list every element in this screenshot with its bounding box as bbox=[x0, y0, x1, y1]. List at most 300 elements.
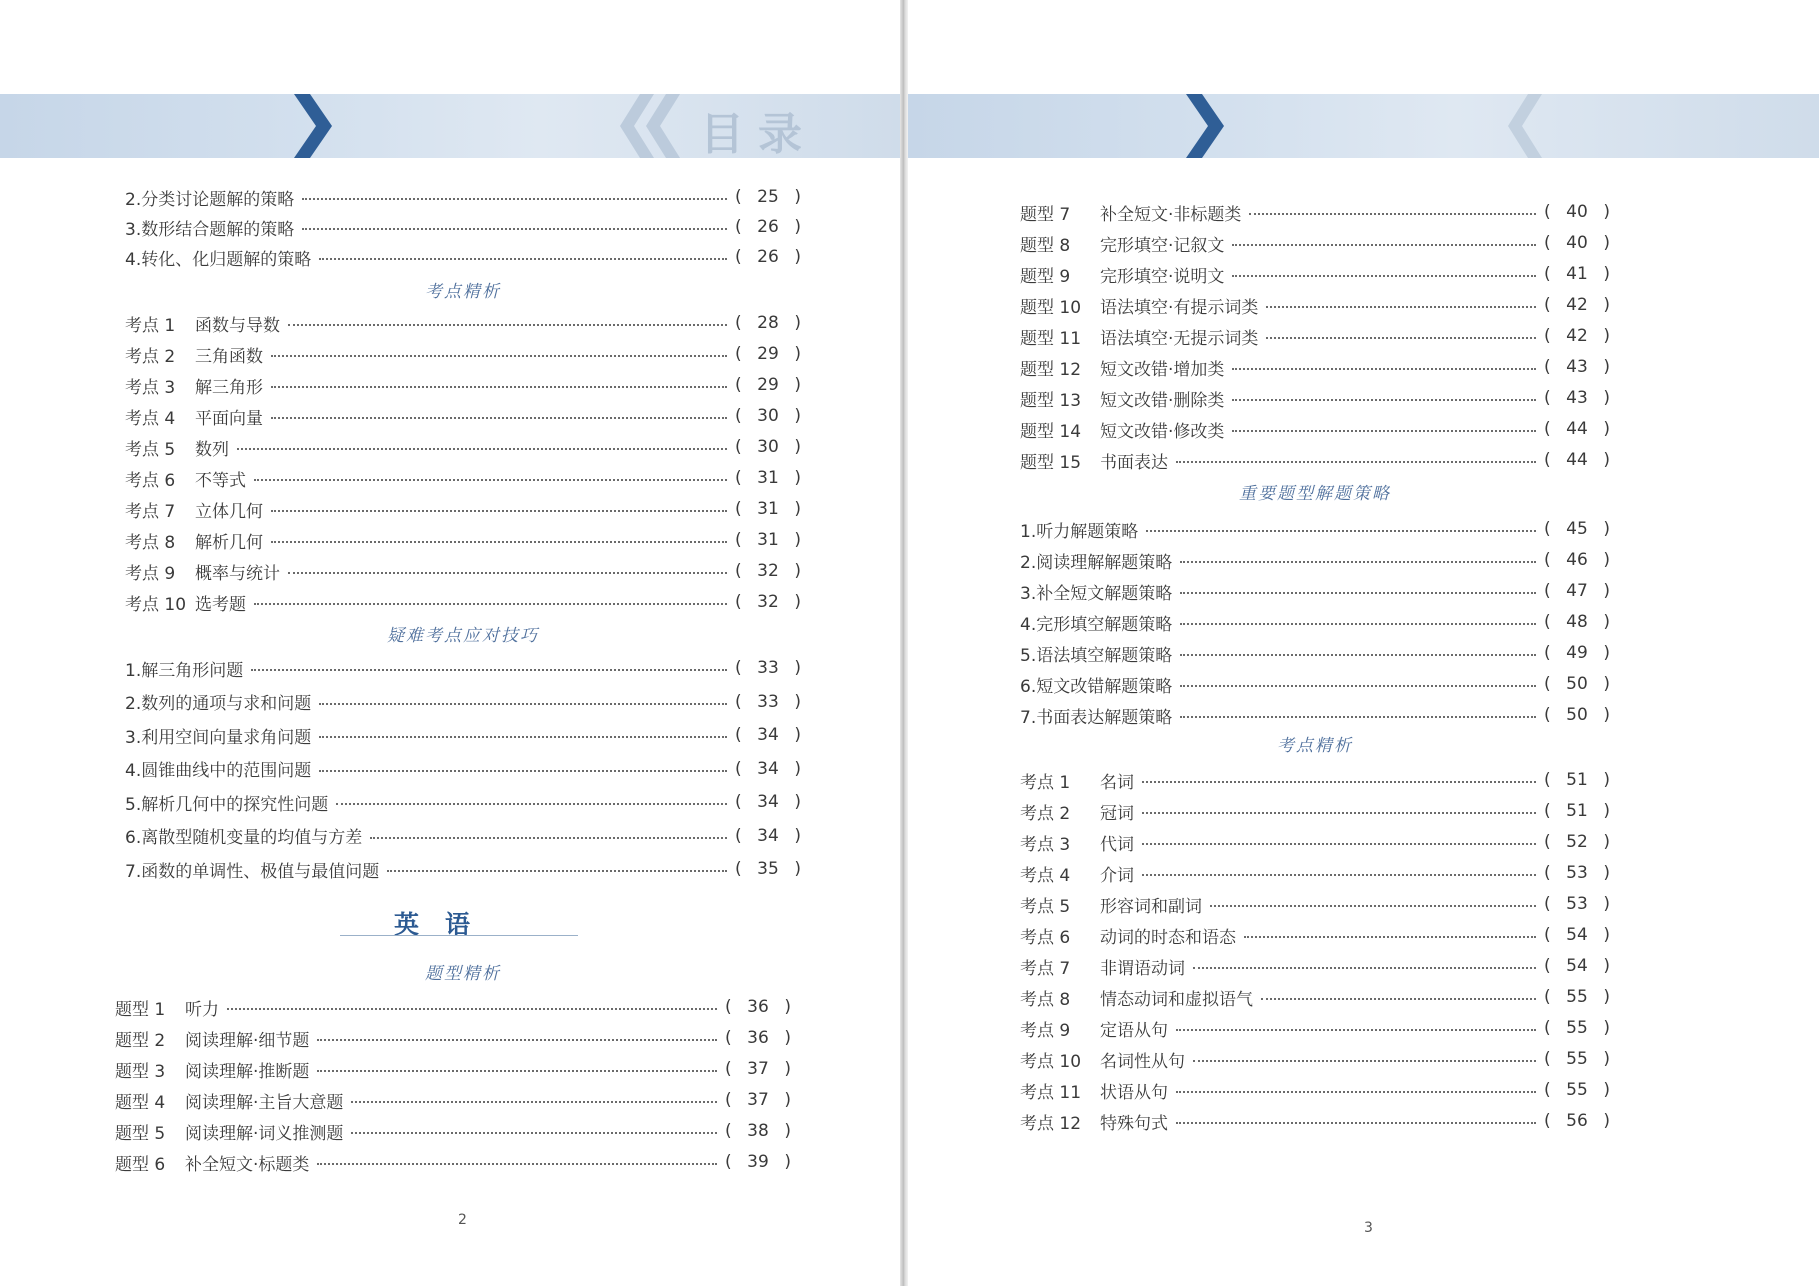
paren-open: ( bbox=[1544, 1018, 1551, 1038]
page-number-ref: 49 bbox=[1566, 643, 1588, 663]
entry-prefix: 考点 2 bbox=[1020, 803, 1071, 824]
entry-prefix: 考点 2 bbox=[125, 346, 176, 367]
entry-title: 完形填空·说明文 bbox=[1100, 266, 1225, 287]
toc-entry bbox=[1020, 922, 1610, 948]
page-number-ref: 41 bbox=[1566, 264, 1588, 284]
dot-leader bbox=[1232, 368, 1536, 370]
paren-open: ( bbox=[1544, 612, 1551, 632]
paren-open: ( bbox=[1544, 674, 1551, 694]
paren-open: ( bbox=[735, 406, 742, 426]
paren-open: ( bbox=[1544, 801, 1551, 821]
page-ref bbox=[1544, 326, 1610, 346]
page-number-ref: 28 bbox=[757, 313, 779, 333]
paren-close: ) bbox=[1603, 202, 1610, 222]
entry-title: 书面表达 bbox=[1100, 452, 1168, 473]
toc-entry bbox=[115, 1118, 791, 1144]
page-number-ref: 37 bbox=[747, 1090, 769, 1110]
entry-prefix: 考点 9 bbox=[125, 563, 176, 584]
entry-prefix: 题型 7 bbox=[1020, 204, 1071, 225]
entry-prefix: 题型 15 bbox=[1020, 452, 1082, 473]
entry-prefix: 考点 3 bbox=[125, 377, 176, 398]
right-page bbox=[908, 0, 1819, 1286]
entry-title: 3.补全短文解题策略 bbox=[1020, 583, 1173, 604]
page-number-ref: 48 bbox=[1566, 612, 1588, 632]
page-number-ref: 32 bbox=[757, 592, 779, 612]
paren-close: ) bbox=[794, 792, 801, 812]
paren-close: ) bbox=[794, 758, 801, 779]
page-ref bbox=[1544, 581, 1610, 601]
entry-title: 4.圆锥曲线中的范围问题 bbox=[125, 761, 312, 781]
entry-prefix: 考点 3 bbox=[1020, 834, 1071, 855]
entry-label bbox=[1020, 768, 1134, 793]
page-number-ref: 50 bbox=[1566, 705, 1588, 725]
paren-close: ) bbox=[1603, 419, 1610, 439]
toc-entry bbox=[1020, 860, 1610, 886]
paren-open: ( bbox=[1544, 357, 1551, 377]
dot-leader bbox=[1142, 843, 1536, 845]
page-number-ref: 53 bbox=[1566, 863, 1588, 883]
dot-leader bbox=[1180, 685, 1536, 687]
paren-close: ) bbox=[794, 658, 801, 678]
entry-label bbox=[115, 1026, 309, 1051]
paren-open: ( bbox=[725, 1028, 732, 1048]
paren-open: ( bbox=[1544, 295, 1551, 315]
page-number-ref: 36 bbox=[747, 997, 769, 1017]
paren-open: ( bbox=[1544, 388, 1551, 408]
entry-title: 阅读理解·细节题 bbox=[185, 1030, 310, 1051]
entry-prefix: 题型 12 bbox=[1020, 359, 1082, 380]
paren-open: ( bbox=[735, 499, 742, 519]
page-number-ref: 34 bbox=[757, 825, 779, 846]
paren-close: ) bbox=[1603, 450, 1610, 470]
entry-prefix: 题型 5 bbox=[115, 1123, 166, 1144]
page-number-ref: 44 bbox=[1566, 450, 1588, 470]
paren-open: ( bbox=[735, 530, 742, 550]
entry-label bbox=[115, 1088, 343, 1113]
entry-label bbox=[1020, 417, 1224, 442]
entry-title: 解析几何 bbox=[195, 532, 263, 553]
entry-label bbox=[1020, 1016, 1168, 1041]
toc-entry bbox=[1020, 1015, 1610, 1041]
dot-leader bbox=[1244, 936, 1536, 938]
page-number-ref: 47 bbox=[1566, 581, 1588, 601]
paren-open: ( bbox=[1544, 264, 1551, 284]
dot-leader bbox=[1142, 812, 1536, 814]
page-ref bbox=[1544, 357, 1610, 377]
page-ref bbox=[1544, 643, 1610, 663]
toc-entry bbox=[115, 1149, 791, 1175]
toc-entry bbox=[1020, 640, 1610, 666]
entry-title: 数列 bbox=[195, 439, 229, 460]
entry-title: 状语从句 bbox=[1100, 1082, 1168, 1103]
paren-close: ) bbox=[784, 997, 791, 1017]
dot-leader bbox=[1210, 905, 1536, 907]
page-number-ref: 42 bbox=[1566, 295, 1588, 315]
paren-open: ( bbox=[735, 658, 742, 678]
paren-open: ( bbox=[735, 792, 742, 812]
left-page bbox=[0, 0, 900, 1286]
entry-title: 动词的时态和语态 bbox=[1100, 927, 1236, 948]
paren-open: ( bbox=[1544, 832, 1551, 852]
entry-prefix: 考点 5 bbox=[125, 439, 176, 460]
toc-entry bbox=[1020, 516, 1610, 542]
paren-open: ( bbox=[735, 217, 742, 237]
entry-title: 形容词和副词 bbox=[1100, 896, 1202, 917]
entry-prefix: 题型 1 bbox=[115, 999, 166, 1020]
page-ref bbox=[1544, 1111, 1610, 1131]
toc-entry bbox=[1020, 984, 1610, 1010]
paren-close: ) bbox=[794, 217, 801, 237]
entry-title: 补全短文·非标题类 bbox=[1100, 204, 1242, 225]
paren-close: ) bbox=[1603, 612, 1610, 632]
entry-title: 语法填空·无提示词类 bbox=[1100, 328, 1259, 349]
entry-label bbox=[1020, 200, 1241, 225]
entry-title: 介词 bbox=[1100, 865, 1134, 886]
entry-prefix: 考点 5 bbox=[1020, 896, 1071, 917]
page-ref bbox=[1544, 987, 1610, 1007]
entry-prefix: 考点 1 bbox=[1020, 772, 1071, 793]
toc-entry bbox=[115, 1087, 791, 1113]
page-number-ref: 53 bbox=[1566, 894, 1588, 914]
dot-leader bbox=[1180, 623, 1536, 625]
paren-close: ) bbox=[1603, 233, 1610, 253]
paren-open: ( bbox=[735, 825, 742, 846]
paren-open: ( bbox=[1544, 1080, 1551, 1100]
section-heading-tixing: 题型精析 bbox=[425, 964, 501, 984]
toc-entry bbox=[115, 994, 791, 1020]
entry-label bbox=[1020, 610, 1172, 635]
left-toc-english bbox=[115, 0, 791, 1286]
entry-title: 补全短文·标题类 bbox=[185, 1154, 310, 1175]
paren-close: ) bbox=[1603, 1049, 1610, 1069]
paren-close: ) bbox=[1603, 705, 1610, 725]
paren-open: ( bbox=[1544, 450, 1551, 470]
paren-open: ( bbox=[735, 313, 742, 333]
entry-label bbox=[1020, 386, 1224, 411]
entry-label bbox=[1020, 548, 1172, 573]
dot-leader bbox=[1180, 592, 1536, 594]
page-number-ref: 55 bbox=[1566, 987, 1588, 1007]
toc-entry bbox=[1020, 547, 1610, 573]
page-number-ref: 40 bbox=[1566, 233, 1588, 253]
toc-entry bbox=[1020, 953, 1610, 979]
paren-open: ( bbox=[1544, 894, 1551, 914]
entry-label bbox=[115, 1150, 309, 1175]
paren-open: ( bbox=[725, 1090, 732, 1110]
page-number-ref: 44 bbox=[1566, 419, 1588, 439]
entry-prefix: 考点 11 bbox=[1020, 1082, 1082, 1103]
entry-title: 语法填空·有提示词类 bbox=[1100, 297, 1259, 318]
entry-prefix: 考点 10 bbox=[125, 594, 187, 615]
entry-label bbox=[1020, 861, 1134, 886]
entry-prefix: 题型 2 bbox=[115, 1030, 166, 1051]
right-toc bbox=[1020, 0, 1610, 1286]
dot-leader bbox=[1232, 399, 1536, 401]
entry-title: 完形填空·记叙文 bbox=[1100, 235, 1225, 256]
entry-title: 阅读理解·主旨大意题 bbox=[185, 1092, 344, 1113]
entry-title: 短文改错·增加类 bbox=[1100, 359, 1225, 380]
entry-prefix: 题型 13 bbox=[1020, 390, 1082, 411]
paren-open: ( bbox=[735, 725, 742, 745]
dot-leader bbox=[351, 1101, 717, 1103]
entry-title: 代词 bbox=[1100, 834, 1134, 855]
entry-label bbox=[1020, 448, 1168, 473]
entry-title: 特殊句式 bbox=[1100, 1113, 1168, 1134]
entry-prefix: 题型 6 bbox=[115, 1154, 166, 1175]
dot-leader bbox=[1142, 781, 1536, 783]
toc-entry bbox=[1020, 1077, 1610, 1103]
entry-title: 2.阅读理解解题策略 bbox=[1020, 552, 1173, 573]
page-number-ref: 55 bbox=[1566, 1080, 1588, 1100]
toc-entry bbox=[1020, 1108, 1610, 1134]
paren-close: ) bbox=[784, 1121, 791, 1141]
paren-close: ) bbox=[794, 530, 801, 550]
page-ref bbox=[1544, 863, 1610, 883]
entry-prefix: 考点 8 bbox=[125, 532, 176, 553]
paren-close: ) bbox=[1603, 987, 1610, 1007]
entry-title: 概率与统计 bbox=[195, 563, 280, 584]
paren-open: ( bbox=[1544, 987, 1551, 1007]
page-ref bbox=[1544, 612, 1610, 632]
entry-label bbox=[115, 1119, 343, 1144]
paren-close: ) bbox=[784, 1059, 791, 1079]
paren-close: ) bbox=[1603, 295, 1610, 315]
page-ref bbox=[1544, 956, 1610, 976]
dot-leader bbox=[1142, 874, 1536, 876]
paren-close: ) bbox=[794, 468, 801, 488]
page-number-ref: 26 bbox=[757, 217, 779, 237]
dot-leader bbox=[1176, 1122, 1536, 1124]
entry-title: 4.转化、化归题解的策略 bbox=[125, 249, 312, 270]
entry-title: 非谓语动词 bbox=[1100, 958, 1185, 979]
paren-close: ) bbox=[794, 313, 801, 333]
page-number-ref: 32 bbox=[757, 561, 779, 581]
entry-label bbox=[1020, 579, 1172, 604]
toc-entry bbox=[1020, 385, 1610, 411]
paren-close: ) bbox=[794, 725, 801, 745]
entry-title: 2.数列的通项与求和问题 bbox=[125, 694, 312, 714]
dot-leader bbox=[1193, 967, 1536, 969]
paren-open: ( bbox=[1544, 202, 1551, 222]
page-number-ref: 56 bbox=[1566, 1111, 1588, 1131]
page-number-ref: 55 bbox=[1566, 1018, 1588, 1038]
paren-close: ) bbox=[1603, 894, 1610, 914]
entry-label bbox=[1020, 262, 1224, 287]
toc-entry bbox=[1020, 199, 1610, 225]
page-number-ref: 29 bbox=[757, 344, 779, 364]
dot-leader bbox=[1146, 530, 1536, 532]
entry-label bbox=[1020, 923, 1236, 948]
entry-prefix: 考点 4 bbox=[125, 408, 176, 429]
paren-open: ( bbox=[735, 758, 742, 779]
dot-leader bbox=[1180, 561, 1536, 563]
page-number: 3 bbox=[1364, 1220, 1373, 1236]
page-ref bbox=[725, 1059, 791, 1079]
entry-title: 1.听力解题策略 bbox=[1020, 521, 1139, 542]
entry-title: 冠词 bbox=[1100, 803, 1134, 824]
page-number-ref: 51 bbox=[1566, 770, 1588, 790]
entry-prefix: 考点 10 bbox=[1020, 1051, 1082, 1072]
entry-label bbox=[1020, 1047, 1185, 1072]
page-number-ref: 43 bbox=[1566, 388, 1588, 408]
entry-label bbox=[1020, 892, 1202, 917]
book-spine bbox=[900, 0, 908, 1286]
paren-open: ( bbox=[735, 691, 742, 712]
entry-label bbox=[1020, 324, 1258, 349]
page-number-ref: 42 bbox=[1566, 326, 1588, 346]
entry-label bbox=[1020, 799, 1134, 824]
page-number-ref: 31 bbox=[757, 499, 779, 519]
entry-prefix: 题型 11 bbox=[1020, 328, 1082, 349]
entry-prefix: 考点 6 bbox=[125, 470, 176, 491]
page-number-ref: 45 bbox=[1566, 519, 1588, 539]
entry-title: 短文改错·修改类 bbox=[1100, 421, 1225, 442]
paren-close: ) bbox=[1603, 643, 1610, 663]
paren-open: ( bbox=[735, 859, 742, 879]
paren-close: ) bbox=[1603, 1080, 1610, 1100]
paren-open: ( bbox=[1544, 956, 1551, 976]
paren-close: ) bbox=[784, 1152, 791, 1172]
entry-label bbox=[1020, 641, 1172, 666]
page-number-ref: 31 bbox=[757, 530, 779, 550]
entry-title: 6.短文改错解题策略 bbox=[1020, 676, 1173, 697]
paren-close: ) bbox=[1603, 357, 1610, 377]
page-number-ref: 34 bbox=[757, 792, 779, 812]
entry-label bbox=[1020, 231, 1224, 256]
toc-entry bbox=[1020, 702, 1610, 728]
page-number-ref: 36 bbox=[747, 1028, 769, 1048]
paren-close: ) bbox=[1603, 1018, 1610, 1038]
toc-entry bbox=[1020, 230, 1610, 256]
dot-leader bbox=[1176, 1029, 1536, 1031]
entry-title: 短文改错·删除类 bbox=[1100, 390, 1225, 411]
page-number-ref: 34 bbox=[757, 725, 779, 745]
paren-close: ) bbox=[1603, 326, 1610, 346]
paren-close: ) bbox=[1603, 519, 1610, 539]
dot-leader bbox=[351, 1132, 717, 1134]
entry-title: 3.数形结合题解的策略 bbox=[125, 219, 295, 240]
paren-open: ( bbox=[1544, 1111, 1551, 1131]
page-ref bbox=[1544, 388, 1610, 408]
page-number-ref: 25 bbox=[757, 187, 779, 207]
entry-label bbox=[1020, 672, 1172, 697]
page-ref bbox=[1544, 1049, 1610, 1069]
entry-title: 选考题 bbox=[195, 594, 246, 615]
toc-entry bbox=[1020, 609, 1610, 635]
page-number-ref: 39 bbox=[747, 1152, 769, 1172]
entry-prefix: 考点 8 bbox=[1020, 989, 1071, 1010]
paren-close: ) bbox=[794, 825, 801, 846]
page-ref bbox=[725, 1121, 791, 1141]
paren-close: ) bbox=[1603, 925, 1610, 945]
paren-close: ) bbox=[794, 691, 801, 712]
entry-label bbox=[1020, 830, 1134, 855]
paren-close: ) bbox=[1603, 770, 1610, 790]
entry-title: 阅读理解·推断题 bbox=[185, 1061, 310, 1082]
paren-open: ( bbox=[735, 375, 742, 395]
page-number-ref: 26 bbox=[757, 247, 779, 267]
paren-open: ( bbox=[735, 187, 742, 207]
page-ref bbox=[1544, 705, 1610, 725]
paren-close: ) bbox=[1603, 863, 1610, 883]
dot-leader bbox=[1266, 337, 1536, 339]
page-number-ref: 40 bbox=[1566, 202, 1588, 222]
section-heading-kaodian: 考点精析 bbox=[425, 282, 501, 302]
toc-entry bbox=[1020, 292, 1610, 318]
page-number-ref: 51 bbox=[1566, 801, 1588, 821]
paren-close: ) bbox=[1603, 550, 1610, 570]
page-ref bbox=[1544, 770, 1610, 790]
paren-close: ) bbox=[794, 437, 801, 457]
page-number-ref: 54 bbox=[1566, 925, 1588, 945]
entry-prefix: 题型 4 bbox=[115, 1092, 166, 1113]
section-heading-zhongyao: 重要题型解题策略 bbox=[1239, 484, 1391, 504]
entry-prefix: 题型 9 bbox=[1020, 266, 1071, 287]
paren-close: ) bbox=[1603, 674, 1610, 694]
entry-title: 阅读理解·词义推测题 bbox=[185, 1123, 344, 1144]
paren-close: ) bbox=[794, 561, 801, 581]
page-ref bbox=[1544, 519, 1610, 539]
entry-prefix: 题型 3 bbox=[115, 1061, 166, 1082]
dot-leader bbox=[1180, 716, 1536, 718]
page-number-ref: 30 bbox=[757, 406, 779, 426]
paren-open: ( bbox=[735, 592, 742, 612]
paren-close: ) bbox=[794, 247, 801, 267]
section-heading-yinan: 疑难考点应对技巧 bbox=[387, 626, 539, 646]
dot-leader bbox=[317, 1039, 717, 1041]
entry-title: 7.书面表达解题策略 bbox=[1020, 707, 1173, 728]
entry-title: 3.利用空间向量求角问题 bbox=[125, 727, 312, 748]
paren-close: ) bbox=[1603, 388, 1610, 408]
toc-entry bbox=[1020, 416, 1610, 442]
toc-entry bbox=[1020, 767, 1610, 793]
paren-close: ) bbox=[1603, 801, 1610, 821]
paren-close: ) bbox=[1603, 1111, 1610, 1131]
paren-open: ( bbox=[1544, 581, 1551, 601]
entry-title: 6.离散型随机变量的均值与方差 bbox=[125, 828, 363, 848]
entry-title: 解三角形 bbox=[195, 377, 263, 398]
dot-leader bbox=[1232, 275, 1536, 277]
paren-close: ) bbox=[794, 187, 801, 207]
page-ref bbox=[1544, 202, 1610, 222]
entry-label bbox=[1020, 1078, 1168, 1103]
page-ref bbox=[1544, 894, 1610, 914]
page-ref bbox=[1544, 233, 1610, 253]
paren-open: ( bbox=[1544, 925, 1551, 945]
entry-prefix: 题型 10 bbox=[1020, 297, 1082, 318]
page-ref bbox=[1544, 832, 1610, 852]
toc-entry bbox=[1020, 578, 1610, 604]
paren-open: ( bbox=[725, 1059, 732, 1079]
paren-close: ) bbox=[794, 375, 801, 395]
dot-leader bbox=[1232, 430, 1536, 432]
page-number-ref: 30 bbox=[757, 437, 779, 457]
paren-close: ) bbox=[794, 499, 801, 519]
toc-entry bbox=[1020, 891, 1610, 917]
dot-leader bbox=[1261, 998, 1536, 1000]
entry-label bbox=[1020, 1109, 1168, 1134]
page-ref bbox=[1544, 1018, 1610, 1038]
toc-entry bbox=[1020, 798, 1610, 824]
paren-open: ( bbox=[735, 247, 742, 267]
dot-leader bbox=[227, 1008, 717, 1010]
entry-label bbox=[1020, 985, 1253, 1010]
entry-label bbox=[1020, 703, 1172, 728]
entry-title: 平面向量 bbox=[195, 408, 263, 429]
entry-prefix: 题型 14 bbox=[1020, 421, 1082, 442]
entry-label bbox=[1020, 355, 1224, 380]
page-number-ref: 29 bbox=[757, 375, 779, 395]
